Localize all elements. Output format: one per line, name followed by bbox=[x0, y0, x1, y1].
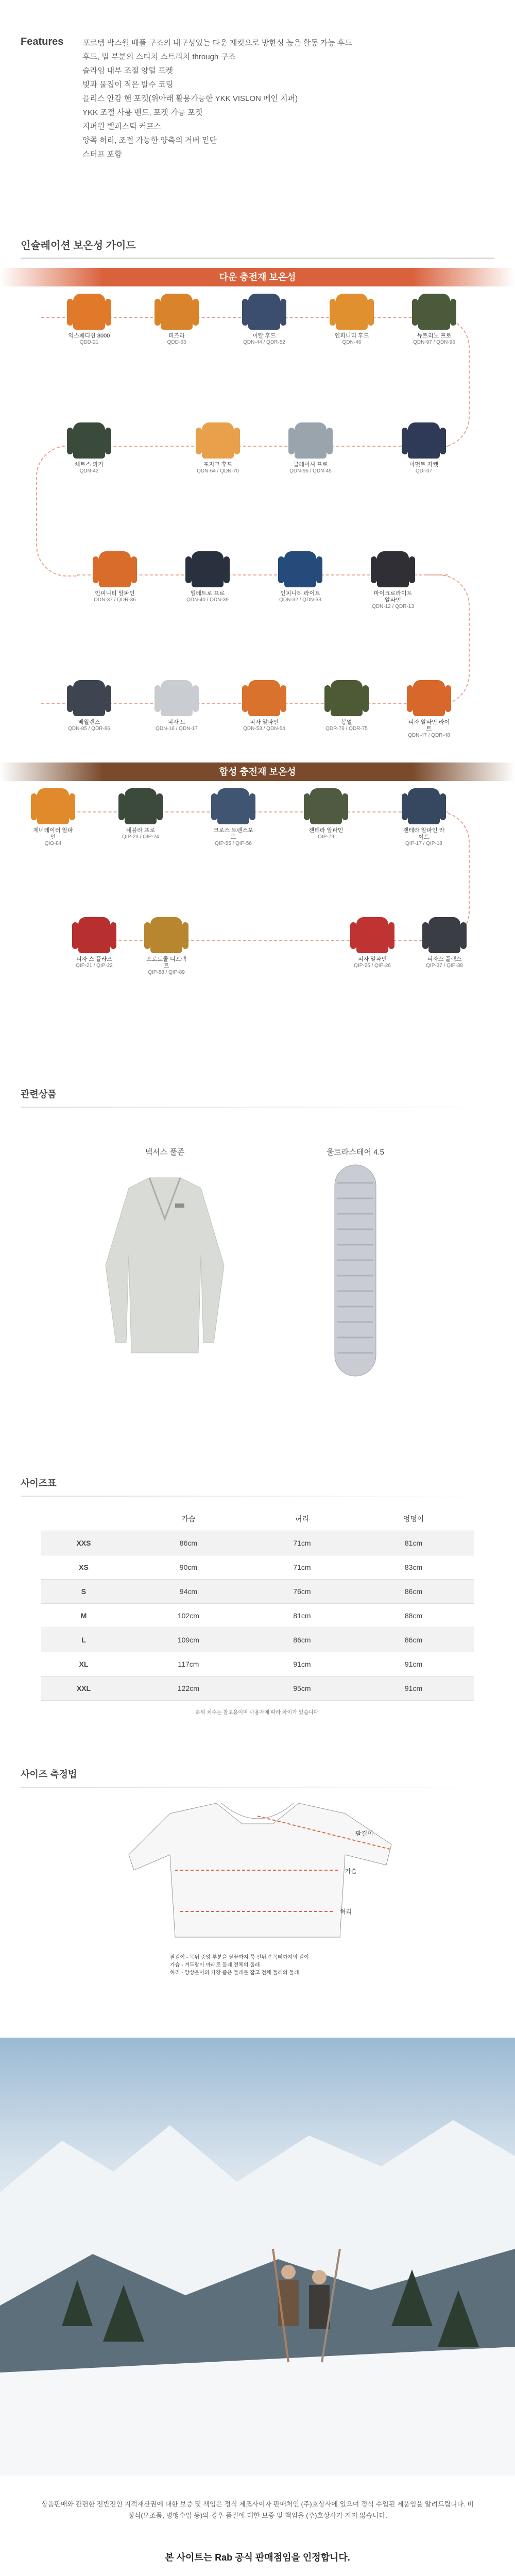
table-cell: 81cm bbox=[353, 1531, 474, 1555]
measure-note: 가슴 - 겨드랑이 아래로 둘레 전체의 둘레 bbox=[170, 1962, 260, 1968]
jacket-code: QDN-47 / QDR-48 bbox=[408, 733, 450, 738]
down-jacket-chart bbox=[0, 294, 515, 783]
jacket-name: 마이크로라이트 알파인 bbox=[373, 590, 413, 603]
jacket-name: 뉴트리노 프로 bbox=[417, 333, 452, 339]
table-header: 허리 bbox=[251, 1507, 353, 1531]
notice-headline: 본 사이트는 Rab 공식 판매점임을 인정합니다. bbox=[165, 2552, 350, 2563]
table-cell: 86cm bbox=[251, 1628, 353, 1652]
feature-item: 플리스 안감 핸 포켓(위아래 활용가능한 YKK VISLON 메인 지퍼) bbox=[82, 94, 298, 103]
body-diagram bbox=[0, 1793, 515, 1947]
jacket-item[interactable] bbox=[304, 788, 348, 840]
jacket-code: QDN-97 / QDN-96 bbox=[413, 340, 455, 345]
guide-title: 인슐레이션 보온성 가이드 bbox=[21, 240, 136, 251]
features-list bbox=[82, 36, 352, 161]
table-cell: 71cm bbox=[251, 1531, 353, 1555]
jacket-name: 인피니티 알파인 bbox=[95, 590, 135, 597]
jacket-image bbox=[150, 917, 182, 953]
label-waist: 허리 bbox=[340, 1908, 352, 1916]
jacket-code: QIP-37 / QIP-38 bbox=[426, 963, 463, 969]
jacket-name: 젠테라 알파인 라이트 bbox=[403, 827, 445, 840]
size-table bbox=[41, 1507, 474, 1701]
jacket-name: 베일렌스 bbox=[78, 719, 100, 725]
jacket-item[interactable] bbox=[196, 422, 240, 474]
jacket-name: 젠테라 알파인 bbox=[308, 827, 344, 834]
jacket-code: QDN-32 / QDN-33 bbox=[279, 597, 321, 603]
jacket-image bbox=[73, 680, 105, 716]
table-row bbox=[41, 1604, 474, 1628]
jacket-image bbox=[161, 680, 193, 716]
jacket-name: 프로토콜 디프렉트 bbox=[146, 956, 186, 969]
jacket-code: QDR-76 / QDR-75 bbox=[325, 726, 368, 732]
jacket-name: 봉얼 bbox=[341, 719, 352, 725]
hero-image bbox=[0, 2038, 515, 2476]
size-table-wrap bbox=[41, 1507, 474, 1716]
jacket-item[interactable] bbox=[407, 680, 451, 739]
jacket-code: QIP-23 / QIP-24 bbox=[122, 834, 159, 840]
table-cell: 88cm bbox=[353, 1604, 474, 1628]
jacket-item[interactable] bbox=[144, 917, 188, 976]
table-row bbox=[41, 1676, 474, 1701]
jacket-image bbox=[331, 680, 363, 716]
synthetic-jacket-chart bbox=[0, 788, 515, 1005]
jacket-image bbox=[413, 680, 445, 716]
jacket-image bbox=[336, 294, 368, 330]
jacket-image bbox=[408, 788, 440, 824]
table-header: 가슴 bbox=[126, 1507, 251, 1531]
jacket-image bbox=[408, 422, 440, 459]
jacket-code: QDN-12 / QDR-13 bbox=[372, 604, 414, 609]
table-cell: XXL bbox=[41, 1676, 126, 1701]
jacket-item[interactable] bbox=[422, 917, 467, 969]
size-note: ※위 치수는 참고용이며 사용자에 따라 차이가 있습니다. bbox=[195, 1710, 320, 1716]
divider bbox=[21, 1107, 494, 1108]
measure-notes bbox=[170, 1953, 309, 1976]
jacket-name: 마멋트 자켓 bbox=[409, 462, 439, 468]
down-insulation-band: 다운 충전재 보온성 bbox=[0, 268, 515, 286]
jacket-name: 피자 알파인 라이트 bbox=[408, 719, 450, 732]
related-product[interactable] bbox=[278, 1146, 433, 1381]
jacket-item[interactable] bbox=[402, 422, 446, 474]
jacket-item[interactable] bbox=[67, 422, 111, 474]
jacket-item[interactable] bbox=[242, 294, 286, 346]
jacket-item[interactable] bbox=[72, 917, 116, 969]
divider bbox=[21, 258, 494, 259]
jacket-item[interactable] bbox=[31, 788, 75, 847]
jacket-image bbox=[217, 788, 249, 824]
table-header bbox=[41, 1507, 126, 1531]
jacket-image bbox=[418, 294, 450, 330]
jacket-name: 피자스 플렉스 bbox=[427, 956, 462, 962]
jacket-code: QDI-07 bbox=[415, 468, 433, 474]
related-products bbox=[0, 1146, 515, 1414]
table-cell: XL bbox=[41, 1652, 126, 1676]
jacket-item[interactable] bbox=[67, 294, 111, 346]
feature-item: 스터프 포함 bbox=[82, 150, 122, 159]
jacket-image bbox=[310, 788, 342, 824]
divider bbox=[21, 1496, 494, 1497]
jacket-item[interactable] bbox=[185, 551, 230, 603]
measure-note: 팔길이 - 목뒤 중앙 부분을 팔끝까지 쭉 선뒤 손목뼈까지의 길이 bbox=[170, 1955, 309, 1960]
jacket-code: QDN-64 / QDN-70 bbox=[197, 468, 239, 474]
table-cell: 86cm bbox=[126, 1531, 251, 1555]
jacket-item[interactable] bbox=[118, 788, 163, 840]
jacket-code: QDN-46 bbox=[342, 340, 362, 345]
jacket-image bbox=[73, 294, 105, 330]
jacket-code: QIP-55 / QIP-56 bbox=[215, 841, 252, 846]
table-row bbox=[41, 1628, 474, 1652]
measure-section bbox=[21, 1767, 494, 1788]
guide-path bbox=[77, 446, 448, 447]
jacket-name: 크로스 트렌스포트 bbox=[213, 827, 253, 840]
feature-item: 지퍼원 밸피스틱 커프스 bbox=[82, 122, 162, 131]
jacket-image bbox=[248, 680, 280, 716]
table-cell: 91cm bbox=[353, 1652, 474, 1676]
jacket-code: QDN-42 bbox=[79, 468, 99, 474]
table-row bbox=[41, 1555, 474, 1580]
jacket-name: 글레이셔 프로 bbox=[293, 462, 328, 468]
sleeping-pad-image bbox=[324, 1162, 386, 1379]
feature-item: 후드, 밑 부분의 스티치 스트리치 through 구조 bbox=[82, 53, 236, 61]
table-cell: L bbox=[41, 1628, 126, 1652]
table-row bbox=[41, 1531, 474, 1555]
jacket-item[interactable] bbox=[67, 680, 111, 732]
jacket-image bbox=[202, 422, 234, 459]
jacket-code: QDD-63 bbox=[167, 340, 186, 345]
measure-note: 허리 - 앙상블이의 가장 좁은 둘레를 잡고 전체 둘레의 둘레 bbox=[170, 1970, 299, 1976]
table-cell: 102cm bbox=[126, 1604, 251, 1628]
jacket-name: 제너레이터 알파인 bbox=[33, 827, 73, 840]
table-cell: 76cm bbox=[251, 1580, 353, 1604]
table-cell: M bbox=[41, 1604, 126, 1628]
jacket-item[interactable] bbox=[371, 551, 415, 610]
feature-item: 빛과 물집이 적은 발수 코팅 bbox=[82, 80, 174, 89]
feature-item: 양쪽 허리, 조절 가능한 양측의 거버 밑단 bbox=[82, 136, 217, 145]
jacket-item[interactable] bbox=[211, 788, 255, 847]
measure-title: 사이즈 측정법 bbox=[21, 1769, 77, 1780]
notice-paragraph: 상품판매와 관련한 전반전인 지적재산권에 대한 보증 및 책임은 정식 제조사이자 판매처인 (주)호상사에 있으며 정식 수입된 제품임을 알려드립니다. 비정식(모조품, 병행수입 등)의 경우 품질에 대한 보증 및 책임을 (주)호상사가 지지 않습니다. bbox=[41, 2500, 474, 2519]
table-cell: 117cm bbox=[126, 1652, 251, 1676]
related-product[interactable] bbox=[88, 1146, 242, 1361]
jacket-name: 피자 알파인 bbox=[249, 719, 279, 725]
feature-item: YKK 조절 사용 밴드, 포켓 가능 포켓 bbox=[82, 108, 203, 117]
label-sleeve: 팔길이 bbox=[355, 1830, 373, 1837]
table-cell: 90cm bbox=[126, 1555, 251, 1580]
jacket-name: 체트스 파카 bbox=[74, 462, 104, 468]
jacket-image bbox=[377, 551, 409, 587]
jacket-item[interactable] bbox=[402, 788, 446, 847]
jacket-name: 일레트로 프로 bbox=[190, 590, 225, 597]
table-cell: XS bbox=[41, 1555, 126, 1580]
table-cell: S bbox=[41, 1580, 126, 1604]
jacket-image bbox=[78, 917, 110, 953]
jacket-item[interactable] bbox=[324, 680, 369, 732]
fleece-image bbox=[98, 1173, 232, 1358]
features-title: Features bbox=[21, 36, 64, 47]
jacket-image bbox=[428, 917, 460, 953]
jacket-code: QIO-84 bbox=[44, 841, 62, 846]
jacket-image bbox=[356, 917, 388, 953]
jacket-item[interactable] bbox=[154, 294, 199, 346]
divider bbox=[21, 1787, 494, 1788]
label-chest: 가슴 bbox=[345, 1868, 357, 1875]
related-product-name: 울트라스테어 4.5 bbox=[327, 1148, 384, 1157]
measure-diagram bbox=[0, 1793, 515, 1989]
jacket-code: QDN-40 / QDN-39 bbox=[186, 597, 229, 603]
jacket-image bbox=[248, 294, 280, 330]
jacket-code: QDN-85 / QDR-86 bbox=[68, 726, 110, 732]
table-cell: 81cm bbox=[251, 1604, 353, 1628]
table-cell: 109cm bbox=[126, 1628, 251, 1652]
jacket-name: 피자 알파인 bbox=[357, 956, 387, 962]
jacket-code: QDN-37 / QDR-36 bbox=[94, 597, 136, 603]
jacket-image bbox=[284, 551, 316, 587]
jacket-code: QDN-16 / QDN-17 bbox=[156, 726, 198, 732]
jacket-name: 이탈 후드 bbox=[252, 333, 276, 339]
jacket-image bbox=[37, 788, 69, 824]
jacket-item[interactable] bbox=[330, 294, 374, 346]
table-cell: 71cm bbox=[251, 1555, 353, 1580]
jacket-image bbox=[161, 294, 193, 330]
jacket-code: QDN-53 / QDN-54 bbox=[243, 726, 285, 732]
table-cell: 83cm bbox=[353, 1555, 474, 1580]
table-header: 엉덩이 bbox=[353, 1507, 474, 1531]
jacket-code: QDN-96 / QDN-45 bbox=[289, 468, 332, 474]
jacket-name: 인피니티 라이트 bbox=[280, 590, 320, 597]
jacket-code: QDD-21 bbox=[79, 340, 99, 345]
jacket-item[interactable] bbox=[242, 680, 286, 732]
jacket-code: QIP-17 / QIP-18 bbox=[405, 841, 442, 846]
table-cell: 86cm bbox=[353, 1580, 474, 1604]
jacket-item[interactable] bbox=[278, 551, 322, 603]
jacket-item[interactable] bbox=[93, 551, 137, 603]
jacket-code: QIP-88 / QIP-89 bbox=[148, 970, 185, 975]
jacket-image bbox=[125, 788, 157, 824]
mountain-scene bbox=[0, 2038, 515, 2476]
jacket-name: 인피니티 후드 bbox=[334, 333, 369, 339]
feature-item: 포르템 박스월 배플 구조의 내구성있는 다운 재킷으로 방한성 높은 활동 가능 후드 bbox=[82, 39, 353, 47]
jacket-item[interactable] bbox=[412, 294, 456, 346]
jacket-image bbox=[295, 422, 327, 459]
jacket-item[interactable] bbox=[288, 422, 333, 474]
jacket-name: 네블라 프로 bbox=[126, 827, 156, 834]
jacket-code: QIP-79 bbox=[318, 834, 334, 840]
jacket-code: QDN-44 / QDR-52 bbox=[243, 340, 285, 345]
jacket-name: 피자 스 플라즈 bbox=[76, 956, 112, 962]
jacket-code: QIP-21 / QIP-22 bbox=[76, 963, 113, 969]
table-cell: 91cm bbox=[251, 1652, 353, 1676]
jacket-name: 피자 드 bbox=[167, 719, 186, 725]
jacket-image bbox=[192, 551, 224, 587]
size-section bbox=[21, 1476, 494, 1497]
table-cell: 95cm bbox=[251, 1676, 353, 1701]
jacket-name: 익스페디션 8000 bbox=[68, 333, 110, 339]
jacket-name: 포지크 후드 bbox=[203, 462, 233, 468]
table-cell: XXS bbox=[41, 1531, 126, 1555]
jacket-item[interactable] bbox=[154, 680, 199, 732]
jacket-image bbox=[73, 422, 105, 459]
table-cell: 86cm bbox=[353, 1628, 474, 1652]
related-product-name: 넥서스 풀존 bbox=[145, 1148, 185, 1157]
table-cell: 122cm bbox=[126, 1676, 251, 1701]
feature-item: 슬라임 내부 조절 양털 포켓 bbox=[82, 66, 174, 75]
synthetic-insulation-band: 합성 충전재 보온성 bbox=[0, 762, 515, 781]
jacket-item[interactable] bbox=[350, 917, 394, 969]
related-title: 관련상품 bbox=[21, 1089, 57, 1099]
table-cell: 94cm bbox=[126, 1580, 251, 1604]
table-cell: 91cm bbox=[353, 1676, 474, 1701]
jacket-name: 퍼즈라 bbox=[168, 333, 185, 339]
size-title: 사이즈표 bbox=[21, 1478, 57, 1488]
table-row bbox=[41, 1652, 474, 1676]
jacket-image bbox=[99, 551, 131, 587]
table-header-row bbox=[41, 1507, 474, 1531]
related-section bbox=[21, 1087, 494, 1108]
jacket-code: QIP-25 / QIP-26 bbox=[354, 963, 391, 969]
table-row bbox=[41, 1580, 474, 1604]
